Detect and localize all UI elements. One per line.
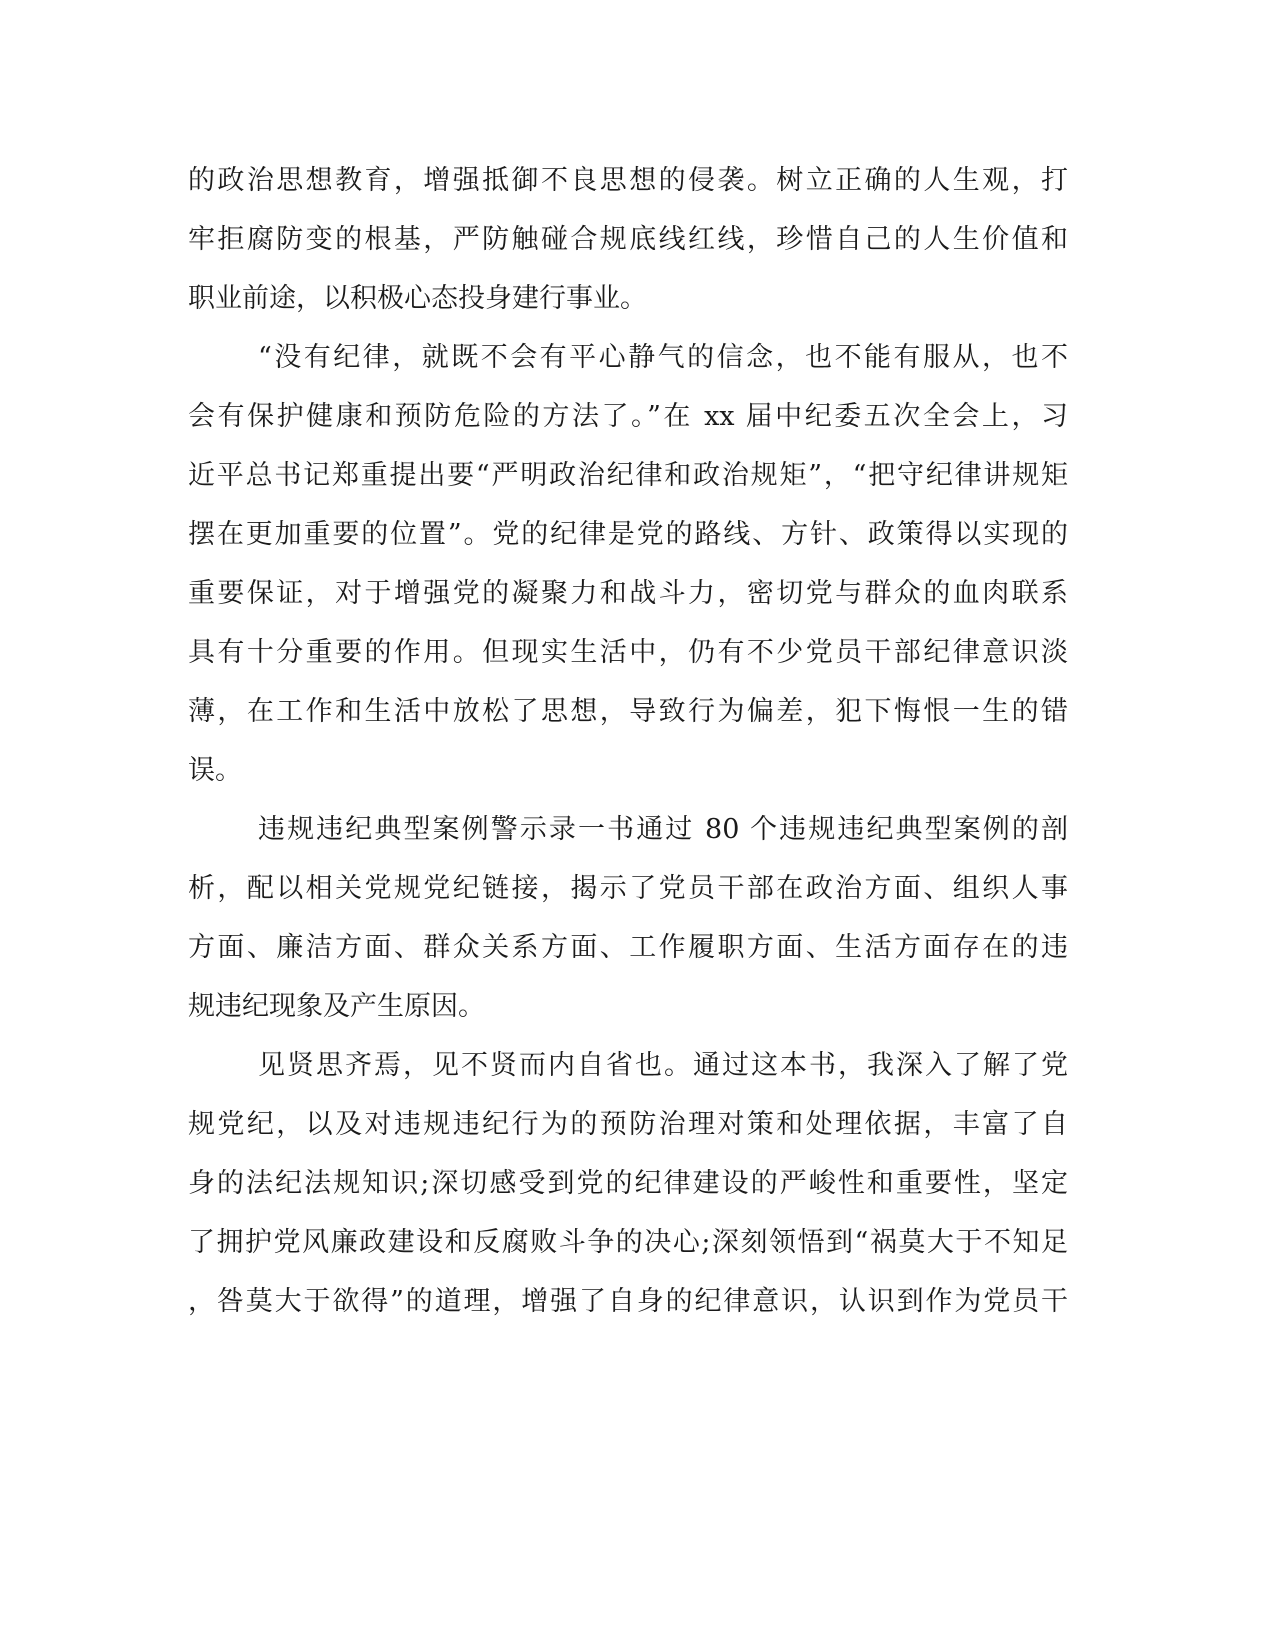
text-line: 规党纪，以及对违规违纪行为的预防治理对策和处理依据，丰富了自 [188, 1109, 1068, 1140]
text-line: 重要保证，对于增强党的凝聚力和战斗力，密切党与群众的血肉联系 [188, 578, 1068, 609]
text-line: 摆在更加重要的位置”。党的纪律是党的路线、方针、政策得以实现的 [188, 519, 1068, 550]
text-line: 了拥护党风廉政建设和反腐败斗争的决心;深刻领悟到“祸莫大于不知足 [188, 1227, 1068, 1258]
text-line: 薄，在工作和生活中放松了思想，导致行为偏差，犯下悔恨一生的错 [188, 696, 1068, 727]
text-line: “没有纪律，就既不会有平心静气的信念，也不能有服从，也不 [258, 342, 1068, 373]
text-line: 违规违纪典型案例警示录一书通过 80 个违规违纪典型案例的剖 [258, 814, 1068, 845]
text-line: 职业前途，以积极心态投身建行事业。 [188, 283, 647, 314]
text-line: 见贤思齐焉，见不贤而内自省也。通过这本书，我深入了解了党 [258, 1050, 1068, 1081]
text-line: 的政治思想教育，增强抵御不良思想的侵袭。树立正确的人生观，打 [188, 165, 1068, 196]
text-line: 误。 [188, 755, 242, 786]
text-line: 规违纪现象及产生原因。 [188, 991, 485, 1022]
text-line: 析，配以相关党规党纪链接，揭示了党员干部在政治方面、组织人事 [188, 873, 1068, 904]
text-line: 身的法纪法规知识;深切感受到党的纪律建设的严峻性和重要性，坚定 [188, 1168, 1068, 1199]
text-line: 具有十分重要的作用。但现实生活中，仍有不少党员干部纪律意识淡 [188, 637, 1068, 668]
text-line: 方面、廉洁方面、群众关系方面、工作履职方面、生活方面存在的违 [188, 932, 1068, 963]
text-line: 近平总书记郑重提出要“严明政治纪律和政治规矩”，“把守纪律讲规矩 [188, 460, 1068, 491]
text-line: 会有保护健康和预防危险的方法了。”在 xx 届中纪委五次全会上，习 [188, 401, 1068, 432]
text-line: ，咎莫大于欲得”的道理，增强了自身的纪律意识，认识到作为党员干 [188, 1286, 1068, 1317]
text-line: 牢拒腐防变的根基，严防触碰合规底线红线，珍惜自己的人生价值和 [188, 224, 1068, 255]
